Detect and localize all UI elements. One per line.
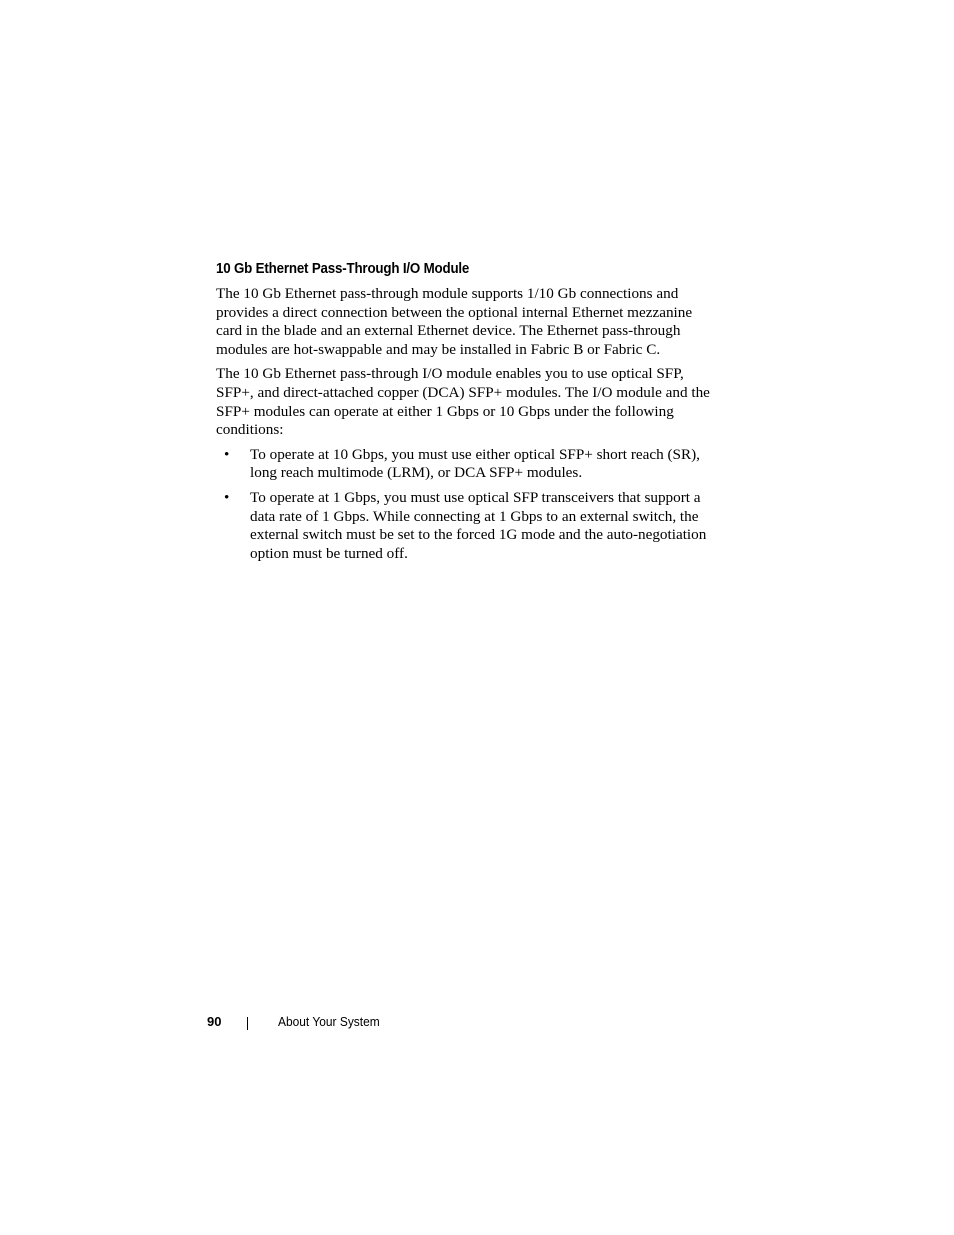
page-number: 90: [207, 1014, 222, 1029]
footer-section-title: About Your System: [278, 1014, 380, 1029]
list-item-text: To operate at 10 Gbps, you must use either optical SFP+ short reach (SR), long reach multimode (LRM), or DCA SFP+ modules.: [250, 445, 700, 482]
paragraph-conditions: The 10 Gb Ethernet pass-through I/O module enables you to use optical SFP, SFP+, and direct-attached copper (DCA) SFP+ modules. The I/O module and the SFP+ modules can operate at either 1 Gbps or 10 Gbps under the following conditions:: [216, 365, 710, 439]
list-item-text: To operate at 1 Gbps, you must use optical SFP transceivers that support a data rate of 1 Gbps. While connecting at 1 Gbps to an external switch, the external switch must be set to the forced 1G mode and the auto-negotiation option must be turned off.: [250, 488, 707, 562]
conditions-list: [216, 446, 716, 564]
main-content: [216, 257, 716, 569]
footer-divider: [247, 1017, 248, 1030]
section-heading: 10 Gb Ethernet Pass-Through I/O Module: [216, 261, 470, 277]
list-item: [216, 489, 716, 563]
paragraph-intro: The 10 Gb Ethernet pass-through module supports 1/10 Gb connections and provides a direct connection between the optional internal Ethernet mezzanine card in the blade and an external Ethernet device. The Ethernet pass-through modules are hot-swappable and may be installed in Fabric B or Fabric C.: [216, 285, 693, 358]
list-item: [216, 446, 716, 483]
bullet-icon: •: [224, 445, 230, 463]
bullet-icon: •: [224, 488, 230, 506]
